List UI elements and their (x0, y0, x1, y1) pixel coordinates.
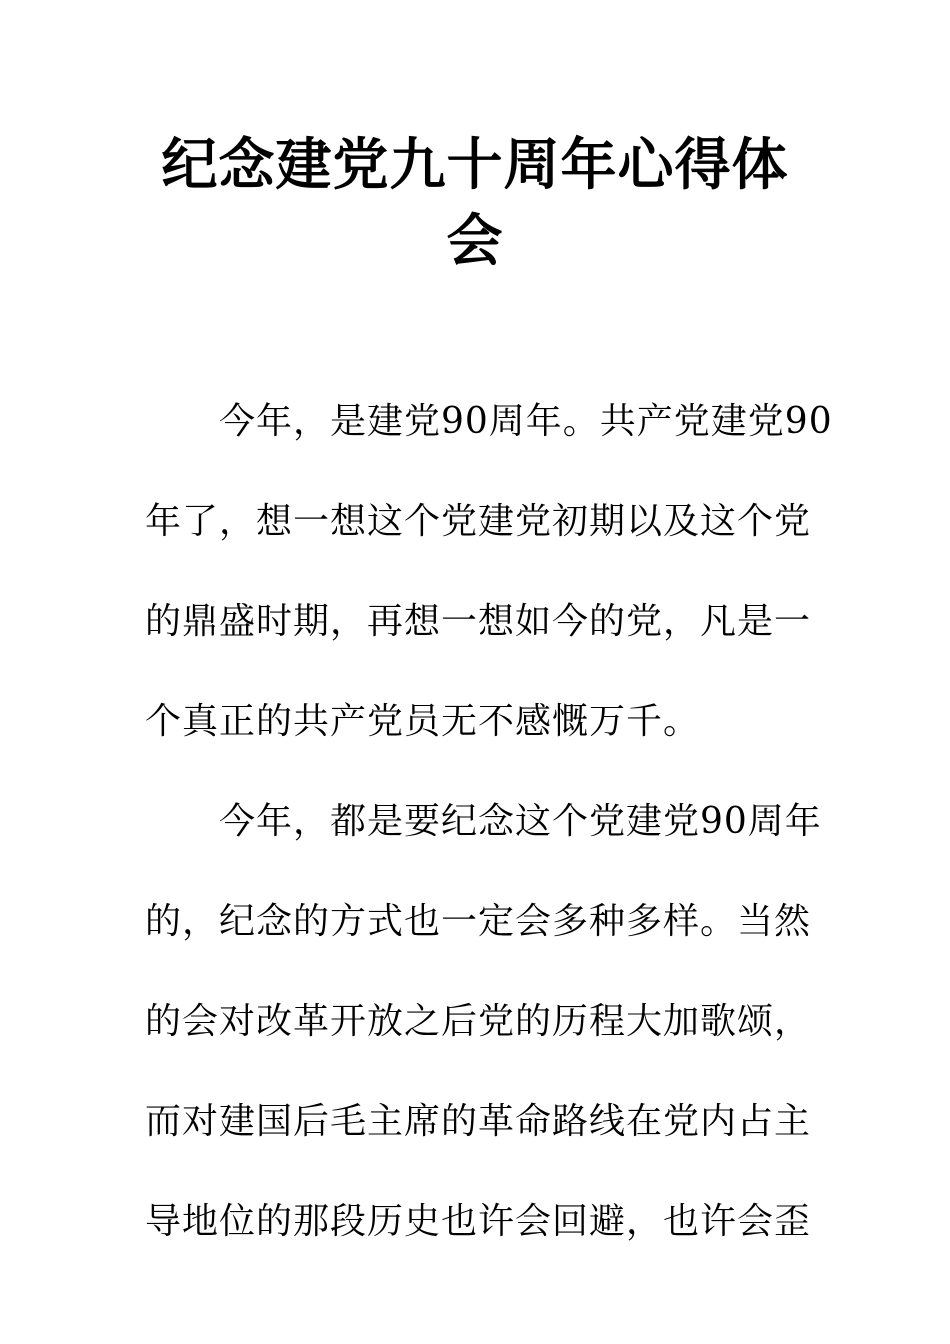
paragraph-2-line-3: 的会对改革开放之后党的历程大加歌颂， (145, 1001, 812, 1042)
paragraph-1-line-4: 个真正的共产党员无不感慨万千。 (145, 701, 701, 742)
paragraph-2-line-4: 而对建国后毛主席的革命路线在党内占主 (145, 1101, 812, 1142)
document-body (145, 372, 833, 1272)
paragraph-2-line-5: 导地位的那段历史也许会回避，也许会歪 (145, 1201, 812, 1242)
paragraph-1-line-3: 的鼎盛时期，再想一想如今的党，凡是一 (145, 601, 812, 642)
paragraph-1-line-1: 今年，是建党90周年。共产党建党90 (219, 401, 833, 442)
paragraph-2-line-1: 今年，都是要纪念这个党建党90周年 (219, 801, 822, 842)
document-title: 纪念建党九十周年心得体会 (161, 133, 789, 274)
paragraph-1-line-2: 年了，想一想这个党建党初期以及这个党 (145, 501, 812, 542)
paragraph-2-line-2: 的，纪念的方式也一定会多种多样。当然 (145, 901, 812, 942)
